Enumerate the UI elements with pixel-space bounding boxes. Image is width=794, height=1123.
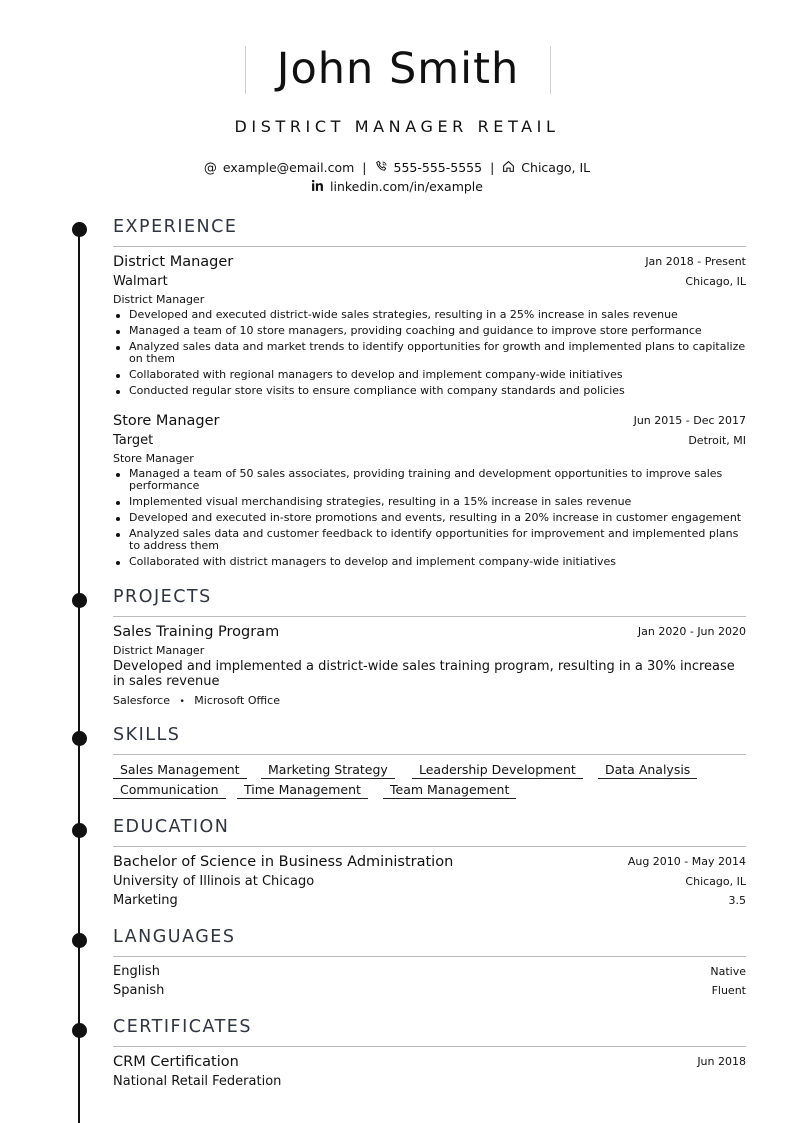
skills-heading: SKILLS — [113, 725, 181, 745]
skill-tag: Time Management — [237, 781, 368, 799]
job-bullets — [113, 309, 746, 401]
degree: Bachelor of Science in Business Administration — [113, 854, 454, 870]
tool: Salesforce — [113, 694, 170, 707]
job-location: Chicago, IL — [685, 275, 746, 288]
language-name: English — [113, 964, 160, 979]
certificate-issuer: National Retail Federation — [113, 1074, 282, 1089]
list-item: Analyzed sales data and market trends to identify opportunities for growth and implemented plans to capitalize on them — [113, 341, 746, 365]
project-description: Developed and implemented a district-wide sales training program, resulting in a 30% increase in sales revenue — [113, 659, 735, 689]
timeline-dot — [72, 823, 87, 838]
linkedin-icon — [311, 179, 324, 197]
list-item: Developed and executed district-wide sales strategies, resulting in a 25% increase in sales revenue — [113, 309, 746, 321]
project-name: Sales Training Program — [113, 624, 280, 640]
separator: | — [362, 160, 367, 175]
education-heading: EDUCATION — [113, 817, 230, 837]
list-item: Collaborated with regional managers to develop and implement company-wide initiatives — [113, 369, 746, 381]
home-icon — [502, 160, 515, 178]
job-dates: Jan 2018 - Present — [645, 255, 746, 268]
certificates-heading: CERTIFICATES — [113, 1017, 252, 1037]
skill-tag: Marketing Strategy — [261, 761, 395, 779]
timeline-line — [78, 222, 80, 1123]
name-frame — [245, 46, 551, 94]
experience-heading: EXPERIENCE — [113, 217, 238, 237]
candidate-name: John Smith — [276, 44, 520, 94]
timeline-dot — [72, 731, 87, 746]
divider — [113, 246, 746, 247]
linkedin-link[interactable]: linkedin.com/in/example — [330, 179, 483, 194]
school: University of Illinois at Chicago — [113, 874, 315, 889]
skill-tag: Sales Management — [113, 761, 247, 779]
phone-icon — [375, 160, 388, 178]
job-location: Detroit, MI — [688, 434, 746, 447]
divider — [113, 846, 746, 847]
timeline-dot — [72, 593, 87, 608]
contact-line — [0, 159, 794, 178]
skill-tag: Communication — [113, 781, 226, 799]
list-item: Collaborated with district managers to develop and implement company-wide initiatives — [113, 556, 746, 568]
job-title: DISTRICT MANAGER RETAIL — [234, 117, 560, 136]
list-item: Managed a team of 50 sales associates, providing training and development opportunities to improve sales performance — [113, 468, 746, 492]
divider — [113, 1046, 746, 1047]
email-link[interactable]: example@email.com — [222, 160, 355, 175]
school-location: Chicago, IL — [685, 875, 746, 888]
at-icon: @ — [203, 160, 217, 176]
timeline-dot — [72, 1023, 87, 1038]
job-company: Walmart — [113, 274, 168, 289]
divider — [113, 956, 746, 957]
certificate-date: Jun 2018 — [697, 1055, 746, 1068]
languages-heading: LANGUAGES — [113, 927, 236, 947]
education-dates: Aug 2010 - May 2014 — [627, 855, 746, 868]
job-role: Store Manager — [113, 413, 220, 429]
location: Chicago, IL — [521, 160, 591, 175]
job-subtitle: District Manager — [113, 293, 205, 306]
list-item: Managed a team of 10 store managers, providing coaching and guidance to improve store performance — [113, 325, 746, 337]
gpa: 3.5 — [728, 894, 746, 907]
job-role: District Manager — [113, 254, 234, 270]
project-tools — [113, 692, 746, 711]
list-item: Conducted regular store visits to ensure compliance with company standards and policies — [113, 385, 746, 397]
divider — [113, 616, 746, 617]
field-of-study: Marketing — [113, 893, 178, 908]
job-bullets — [113, 468, 746, 572]
skills-list — [113, 761, 746, 801]
list-item: Developed and executed in-store promotions and events, resulting in a 20% increase in customer engagement — [113, 512, 746, 524]
phone-number[interactable]: 555-555-5555 — [393, 160, 483, 175]
tool: Microsoft Office — [194, 694, 280, 707]
tool-separator: • — [179, 697, 185, 707]
timeline-dot — [72, 222, 87, 237]
list-item: Analyzed sales data and customer feedback to identify opportunities for improvement and implemented plans to address them — [113, 528, 746, 552]
linkedin-line — [0, 178, 794, 197]
job-dates: Jun 2015 - Dec 2017 — [633, 414, 746, 427]
list-item: Implemented visual merchandising strategies, resulting in a 15% increase in sales revenue — [113, 496, 746, 508]
timeline-dot — [72, 933, 87, 948]
language-level: Native — [710, 965, 746, 978]
project-dates: Jan 2020 - Jun 2020 — [637, 625, 746, 638]
project-subtitle: District Manager — [113, 644, 205, 657]
divider — [113, 754, 746, 755]
job-subtitle: Store Manager — [113, 452, 194, 465]
projects-heading: PROJECTS — [113, 587, 212, 607]
skill-tag: Leadership Development — [412, 761, 583, 779]
certificate-name: CRM Certification — [113, 1054, 239, 1070]
skill-tag: Team Management — [383, 781, 516, 799]
job-company: Target — [113, 433, 154, 448]
separator: | — [490, 160, 495, 175]
language-name: Spanish — [113, 983, 165, 998]
skill-tag: Data Analysis — [598, 761, 697, 779]
language-level: Fluent — [711, 984, 746, 997]
